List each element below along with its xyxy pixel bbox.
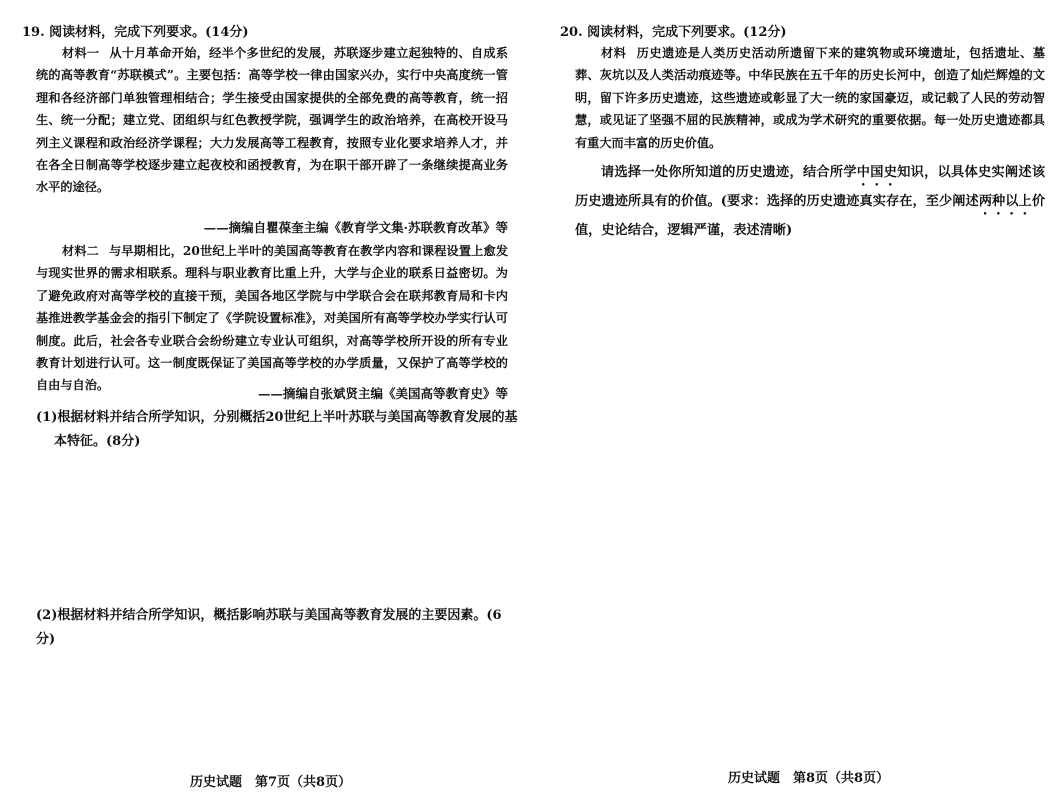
task-emphasis-chinese-history: 中国史 xyxy=(856,165,898,180)
material-2-tag: 材料二 xyxy=(62,244,99,258)
material-2-text: 与早期相比，20世纪上半叶的美国高等教育在教学内容和课程设置上愈发与现实世界的需求相联系。理科与职业教育比重上升，大学与企业的联系日益密切。为了避免政府对高等学校的直接干预，美国各地区学院与中学联合会在联邦教育局和卡内基推进教学基金会的指引下制定了《学院设置标准》，对美国所有高等学校办学实行认可制度。此后，社会各专业联合会纷纷建立专业认可组织，对高等学校所开设的所有专业教育计划进行认可。这一制度既保证了美国高等学校的办学质量，又保护了高等学校的自由与自治。 xyxy=(36,244,509,393)
material-1-text: 从十月革命开始，经半个多世纪的发展，苏联逐步建立起独特的、自成系统的高等教育“苏联模式”。主要包括：高等学校一律由国家兴办，实行中央高度统一管理和各经济部门单独管理相结合；学生接受由国家提供的全部免费的高等教育，统一招生、统一分配；建立党、团组织与红色教授学院，强调学生的政治培养，在高校开设马列主义课程和政治经济学课程；大力发展高等工程教育，按照专业化要求培养人才，并在各全日制高等学校逐步建立起夜校和函授教育，为在职干部开辟了一条继续提高业务水平的途径。 xyxy=(36,46,509,195)
q19-material-1 xyxy=(36,42,508,199)
q20-header: 20. 阅读材料，完成下列要求。(12分) xyxy=(560,25,787,40)
material-1-tag: 材料一 xyxy=(62,46,100,60)
material-tag: 材料 xyxy=(601,46,627,60)
task-text-3: 价值，史论结合，逻辑严谨，表述清晰) xyxy=(575,194,1045,238)
page-8 xyxy=(531,0,1062,800)
page-7-footer: 历史试题 第7页（共8页） xyxy=(190,775,352,790)
q19-material-2 xyxy=(36,240,508,397)
q20-material xyxy=(575,42,1045,154)
material-text: 历史遗迹是人类历史活动所遗留下来的建筑物或环境遗址，包括遗址、墓葬、灰坑以及人类活动痕迹等。中华民族在五千年的历史长河中，创造了灿烂辉煌的文明，留下许多历史遗迹，这些遗迹或彰显了大一统的家国豪迈，或记载了人民的劳动智慧，或见证了坚强不屈的民族精神，或成为学术研究的重要依据。每一处历史遗迹都具有重大而丰富的历史价值。 xyxy=(575,46,1046,150)
page-8-footer: 历史试题 第8页（共8页） xyxy=(728,771,890,786)
material-1-source: ——摘编自瞿葆奎主编《教育学文集·苏联教育改革》等 xyxy=(203,220,508,235)
task-emphasis-two-or-more: 两种以上 xyxy=(978,194,1032,209)
q19-sub-question-1: (1)根据材料并结合所学知识，分别概括20世纪上半叶苏联与美国高等教育发展的基本特征。(8分) xyxy=(36,410,518,449)
task-text-1: 请选择一处你所知道的历史遗迹，结合所学 xyxy=(601,165,857,180)
q19-sub-question-2: (2)根据材料并结合所学知识，概括影响苏联与美国高等教育发展的主要因素。(6分) xyxy=(36,608,502,647)
task-text-2: 知识，以具体史实阐述该历史遗迹所具有的价值。(要求：选择的历史遗迹真实存在，至少阐述 xyxy=(575,165,1046,209)
q20-task xyxy=(575,160,1045,244)
material-2-source: ——摘编自张斌贤主编《美国高等教育史》等 xyxy=(257,386,508,401)
q19-header: 19. 阅读材料，完成下列要求。(14分) xyxy=(22,25,249,40)
